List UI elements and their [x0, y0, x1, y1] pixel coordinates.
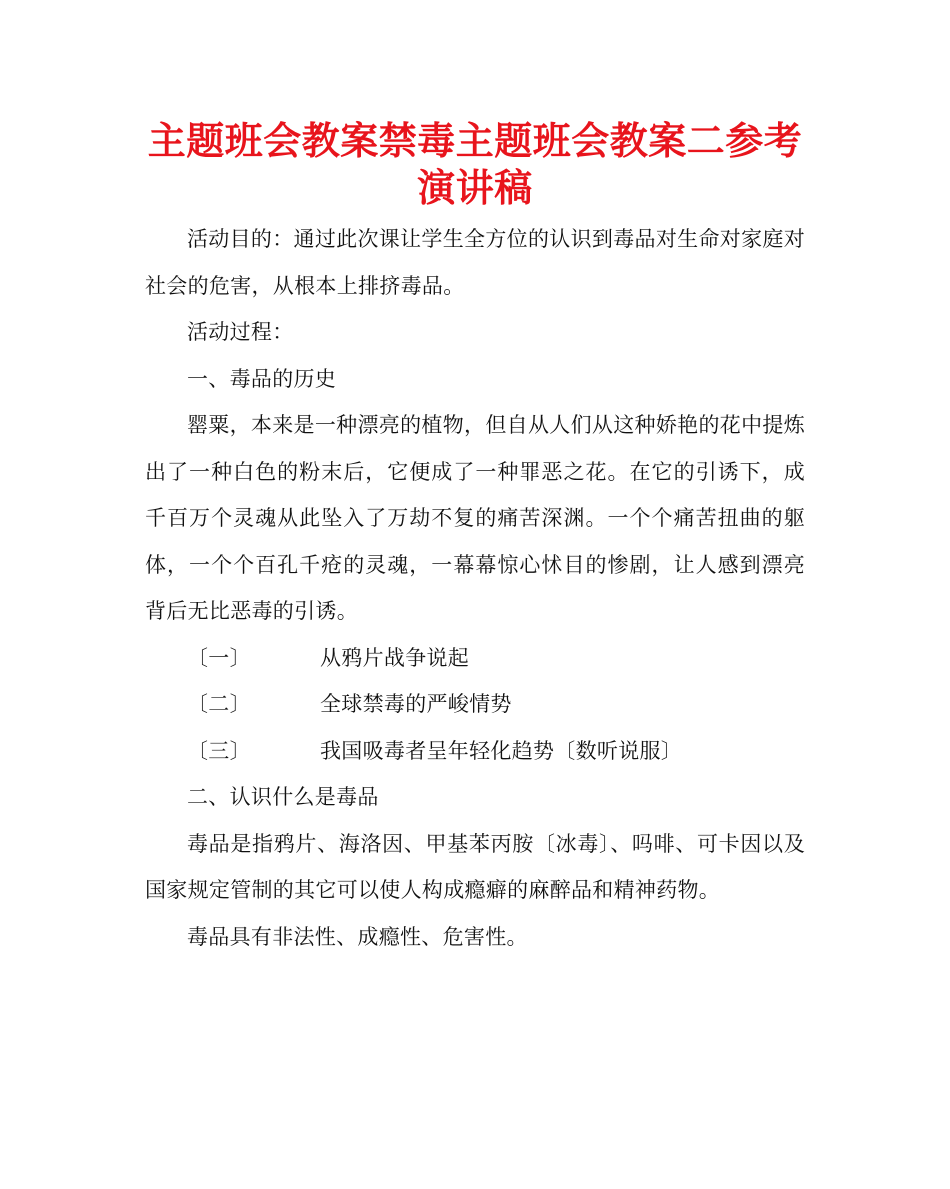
- paragraph-definition: 毒品是指鸦片、海洛因、甲基苯丙胺〔冰毒〕、吗啡、可卡因以及国家规定管制的其它可以使人构成瘾癖的麻醉品和精神药物。: [145, 831, 805, 902]
- list-item: [145, 681, 805, 728]
- paragraph-process: 活动过程：: [187, 320, 294, 344]
- section-heading-what-is-drug: 二、认识什么是毒品: [187, 785, 379, 809]
- paragraph-purpose: 活动目的：通过此次课让学生全方位的认识到毒品对生命对家庭对社会的危害，从根本上排挤毒品。: [145, 227, 805, 298]
- paragraph-history: 罂粟，本来是一种漂亮的植物，但自从人们从这种娇艳的花中提炼出了一种白色的粉末后，它便成了一种罪恶之花。在它的引诱下，成千百万个灵魂从此坠入了万劫不复的痛苦深渊。一个个痛苦扭曲的躯体，一个个百孔千疮的灵魂，一幕幕惊心怵目的惨剧，让人感到漂亮背后无比恶毒的引诱。: [145, 413, 805, 623]
- list-item-number: 〔三〕: [187, 738, 251, 763]
- paragraph-traits: 毒品具有非法性、成瘾性、危害性。: [187, 924, 528, 949]
- list-item-text: 全球禁毒的严峻情势: [320, 692, 512, 716]
- list-item: [145, 728, 805, 775]
- list-item-text: 从鸦片战争说起: [320, 645, 470, 670]
- document-body: [145, 216, 805, 960]
- list-item-text: 我国吸毒者呈年轻化趋势〔数听说服〕: [320, 738, 683, 763]
- document-title: 主题班会教案禁毒主题班会教案二参考演讲稿: [147, 119, 803, 210]
- list-item: [145, 635, 805, 682]
- list-item-number: 〔二〕: [187, 692, 251, 716]
- list-item-number: 〔一〕: [187, 645, 251, 670]
- section-heading-history: 一、毒品的历史: [187, 366, 337, 391]
